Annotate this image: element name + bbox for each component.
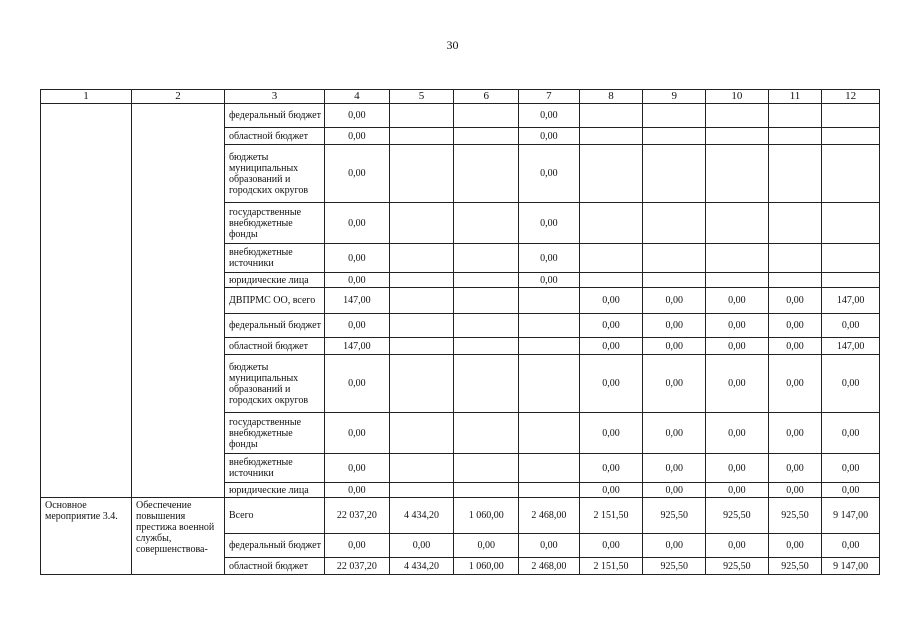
- value-cell: 925,50: [706, 558, 769, 575]
- value-cell: [822, 145, 880, 203]
- source-label: государственные внебюджетные фонды: [224, 413, 324, 454]
- value-cell: 0,00: [325, 413, 390, 454]
- value-cell: [454, 203, 519, 244]
- column-header: 3: [224, 90, 324, 104]
- value-cell: 1 060,00: [454, 498, 519, 534]
- value-cell: 9 147,00: [822, 498, 880, 534]
- value-cell: 2 468,00: [519, 498, 580, 534]
- value-cell: 0,00: [643, 314, 706, 338]
- value-cell: [389, 104, 454, 128]
- value-cell: 0,00: [706, 534, 769, 558]
- value-cell: 0,00: [643, 288, 706, 314]
- value-cell: [643, 273, 706, 288]
- column-header: 2: [131, 90, 224, 104]
- value-cell: 0,00: [579, 413, 643, 454]
- column-header: 6: [454, 90, 519, 104]
- value-cell: [454, 454, 519, 483]
- value-cell: 0,00: [579, 288, 643, 314]
- value-cell: 0,00: [519, 244, 580, 273]
- value-cell: [706, 104, 769, 128]
- value-cell: [389, 203, 454, 244]
- value-cell: [768, 104, 822, 128]
- value-cell: 0,00: [706, 338, 769, 355]
- value-cell: [822, 128, 880, 145]
- value-cell: [822, 203, 880, 244]
- value-cell: 0,00: [519, 104, 580, 128]
- value-cell: [706, 145, 769, 203]
- value-cell: 0,00: [325, 483, 390, 498]
- measure-code: Основное мероприятие 3.4.: [41, 498, 132, 575]
- value-cell: 0,00: [822, 534, 880, 558]
- column-header: 1: [41, 90, 132, 104]
- value-cell: 0,00: [822, 454, 880, 483]
- value-cell: [643, 203, 706, 244]
- value-cell: [519, 355, 580, 413]
- value-cell: [519, 454, 580, 483]
- value-cell: 0,00: [325, 454, 390, 483]
- value-cell: 0,00: [325, 104, 390, 128]
- value-cell: [519, 483, 580, 498]
- value-cell: [579, 273, 643, 288]
- value-cell: 0,00: [643, 338, 706, 355]
- value-cell: 0,00: [643, 483, 706, 498]
- value-cell: 0,00: [768, 413, 822, 454]
- value-cell: [454, 288, 519, 314]
- value-cell: 0,00: [519, 203, 580, 244]
- value-cell: 0,00: [706, 314, 769, 338]
- value-cell: 925,50: [643, 558, 706, 575]
- value-cell: 0,00: [706, 454, 769, 483]
- value-cell: 0,00: [706, 413, 769, 454]
- table-row: [41, 104, 880, 128]
- value-cell: 0,00: [643, 534, 706, 558]
- source-label: юридические лица: [224, 483, 324, 498]
- column-header: 11: [768, 90, 822, 104]
- value-cell: [643, 128, 706, 145]
- page-number: 30: [446, 38, 459, 52]
- value-cell: 0,00: [325, 273, 390, 288]
- value-cell: [643, 244, 706, 273]
- value-cell: 0,00: [706, 483, 769, 498]
- value-cell: 0,00: [822, 483, 880, 498]
- value-cell: 0,00: [768, 355, 822, 413]
- column-header: 7: [519, 90, 580, 104]
- value-cell: [579, 203, 643, 244]
- source-label: федеральный бюджет: [224, 534, 324, 558]
- value-cell: 22 037,20: [325, 498, 390, 534]
- value-cell: [519, 288, 580, 314]
- value-cell: 0,00: [519, 273, 580, 288]
- value-cell: [389, 413, 454, 454]
- column-header: 4: [325, 90, 390, 104]
- value-cell: [706, 203, 769, 244]
- value-cell: 147,00: [822, 338, 880, 355]
- source-label: внебюджетные источники: [224, 244, 324, 273]
- value-cell: [454, 244, 519, 273]
- value-cell: [389, 483, 454, 498]
- source-label: юридические лица: [224, 273, 324, 288]
- value-cell: [706, 128, 769, 145]
- value-cell: 0,00: [768, 454, 822, 483]
- column-header: 5: [389, 90, 454, 104]
- value-cell: 0,00: [325, 128, 390, 145]
- value-cell: [579, 244, 643, 273]
- value-cell: [579, 104, 643, 128]
- value-cell: [454, 128, 519, 145]
- value-cell: [822, 273, 880, 288]
- value-cell: 0,00: [454, 534, 519, 558]
- source-label: областной бюджет: [224, 128, 324, 145]
- value-cell: 22 037,20: [325, 558, 390, 575]
- column-header: 10: [706, 90, 769, 104]
- value-cell: [454, 483, 519, 498]
- value-cell: [519, 314, 580, 338]
- value-cell: 0,00: [325, 534, 390, 558]
- value-cell: [454, 355, 519, 413]
- value-cell: 4 434,20: [389, 498, 454, 534]
- value-cell: 9 147,00: [822, 558, 880, 575]
- source-label: бюджеты муниципальных образований и городских округов: [224, 355, 324, 413]
- value-cell: [454, 104, 519, 128]
- measure-description: Обеспечение повышения престижа военной службы, совершенствова-: [131, 498, 224, 575]
- budget-table: [40, 89, 880, 575]
- value-cell: 0,00: [325, 145, 390, 203]
- value-cell: 925,50: [768, 558, 822, 575]
- value-cell: [454, 273, 519, 288]
- source-label: внебюджетные источники: [224, 454, 324, 483]
- value-cell: 0,00: [519, 534, 580, 558]
- value-cell: 2 151,50: [579, 498, 643, 534]
- value-cell: 0,00: [579, 483, 643, 498]
- value-cell: 0,00: [389, 534, 454, 558]
- source-label: ДВПРМС ОО, всего: [224, 288, 324, 314]
- value-cell: [389, 128, 454, 145]
- value-cell: [768, 203, 822, 244]
- value-cell: [389, 288, 454, 314]
- value-cell: [389, 145, 454, 203]
- source-label: государственные внебюджетные фонды: [224, 203, 324, 244]
- value-cell: 0,00: [579, 355, 643, 413]
- column-header: 9: [643, 90, 706, 104]
- value-cell: 0,00: [822, 314, 880, 338]
- column-header: 8: [579, 90, 643, 104]
- header-row: [41, 90, 880, 104]
- value-cell: [768, 273, 822, 288]
- value-cell: [643, 145, 706, 203]
- value-cell: [579, 145, 643, 203]
- source-label: областной бюджет: [224, 338, 324, 355]
- value-cell: 0,00: [768, 534, 822, 558]
- value-cell: [389, 454, 454, 483]
- value-cell: 0,00: [579, 454, 643, 483]
- value-cell: 1 060,00: [454, 558, 519, 575]
- value-cell: 147,00: [325, 338, 390, 355]
- value-cell: 0,00: [768, 314, 822, 338]
- value-cell: [519, 413, 580, 454]
- value-cell: 0,00: [706, 288, 769, 314]
- value-cell: 0,00: [579, 534, 643, 558]
- source-label: областной бюджет: [224, 558, 324, 575]
- value-cell: [768, 244, 822, 273]
- value-cell: 0,00: [643, 355, 706, 413]
- value-cell: 0,00: [706, 355, 769, 413]
- value-cell: [579, 128, 643, 145]
- source-label: бюджеты муниципальных образований и городских округов: [224, 145, 324, 203]
- value-cell: 0,00: [325, 355, 390, 413]
- value-cell: 4 434,20: [389, 558, 454, 575]
- value-cell: [822, 244, 880, 273]
- value-cell: [706, 273, 769, 288]
- value-cell: [768, 145, 822, 203]
- value-cell: 0,00: [519, 128, 580, 145]
- empty-cell: [41, 104, 132, 498]
- value-cell: 147,00: [822, 288, 880, 314]
- value-cell: 0,00: [768, 338, 822, 355]
- value-cell: [389, 314, 454, 338]
- value-cell: [454, 413, 519, 454]
- value-cell: 0,00: [325, 203, 390, 244]
- value-cell: [389, 355, 454, 413]
- value-cell: 0,00: [643, 413, 706, 454]
- value-cell: 0,00: [579, 338, 643, 355]
- value-cell: [822, 104, 880, 128]
- value-cell: 0,00: [643, 454, 706, 483]
- value-cell: [643, 104, 706, 128]
- value-cell: [454, 338, 519, 355]
- value-cell: 0,00: [519, 145, 580, 203]
- value-cell: [519, 338, 580, 355]
- value-cell: 2 468,00: [519, 558, 580, 575]
- value-cell: 925,50: [768, 498, 822, 534]
- column-header: 12: [822, 90, 880, 104]
- empty-cell: [131, 104, 224, 498]
- source-label: федеральный бюджет: [224, 314, 324, 338]
- value-cell: 2 151,50: [579, 558, 643, 575]
- value-cell: 0,00: [325, 314, 390, 338]
- table-row: [41, 498, 880, 534]
- value-cell: 0,00: [768, 288, 822, 314]
- source-label: федеральный бюджет: [224, 104, 324, 128]
- value-cell: 147,00: [325, 288, 390, 314]
- value-cell: [768, 128, 822, 145]
- value-cell: 925,50: [643, 498, 706, 534]
- value-cell: 0,00: [822, 413, 880, 454]
- value-cell: 0,00: [768, 483, 822, 498]
- source-label: Всего: [224, 498, 324, 534]
- value-cell: [389, 273, 454, 288]
- value-cell: 0,00: [579, 314, 643, 338]
- value-cell: [454, 145, 519, 203]
- value-cell: [389, 338, 454, 355]
- value-cell: [454, 314, 519, 338]
- value-cell: [706, 244, 769, 273]
- value-cell: [389, 244, 454, 273]
- value-cell: 925,50: [706, 498, 769, 534]
- value-cell: 0,00: [325, 244, 390, 273]
- value-cell: 0,00: [822, 355, 880, 413]
